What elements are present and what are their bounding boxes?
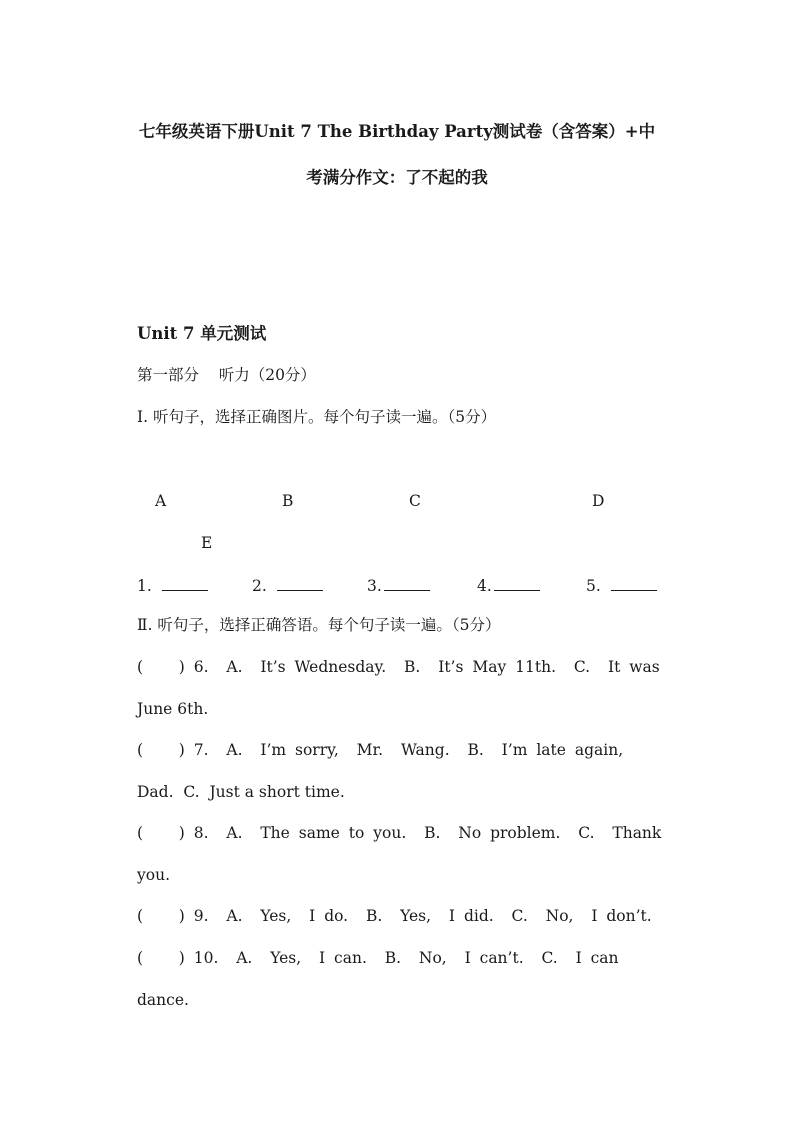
document-title-line2: 考满分作文：了不起的我 (306, 168, 488, 187)
blank-line (611, 576, 657, 591)
question-10-line2: dance. (137, 991, 189, 1009)
answer-blank-3 (367, 576, 430, 595)
section-two-instruction: Ⅱ. 听句子，选择正确答语。每个句子读一遍。（5分） (137, 616, 501, 634)
blank-line (494, 576, 540, 591)
document-title-line1: 七年级英语下册Unit 7 The Birthday Party测试卷（含答案）+中 (138, 122, 656, 141)
answer-blank-number: 4. (477, 577, 492, 595)
answer-blank-1 (137, 576, 208, 595)
question-10-line1: ( ) 10. A. Yes, I can. B. No, I can’t. C. I can (137, 949, 619, 967)
answer-blank-number: 3. (367, 577, 382, 595)
picture-option-c: C (409, 492, 421, 510)
question-7-line2: Dad. C. Just a short time. (137, 783, 345, 801)
unit-heading: Unit 7 单元测试 (137, 324, 267, 343)
answer-blank-number: 1. (137, 577, 152, 595)
blank-line (384, 576, 430, 591)
question-9-line1: ( ) 9. A. Yes, I do. B. Yes, I did. C. No, I don’t. (137, 907, 652, 925)
question-6-line1: ( ) 6. A. It’s Wednesday. B. It’s May 11th. C. It was (137, 658, 660, 676)
picture-option-a: A (155, 492, 167, 510)
picture-option-b: B (282, 492, 294, 510)
question-6-line2: June 6th. (137, 700, 209, 718)
part-one-heading: 第一部分 听力（20分） (137, 366, 316, 384)
question-7-line1: ( ) 7. A. I’m sorry, Mr. Wang. B. I’m late again, (137, 741, 624, 759)
blank-line (277, 576, 323, 591)
blank-line (162, 576, 208, 591)
section-one-instruction: Ⅰ. 听句子，选择正确图片。每个句子读一遍。（5分） (137, 408, 497, 426)
answer-blank-number: 5. (586, 577, 601, 595)
answer-blank-2 (252, 576, 323, 595)
answer-blank-number: 2. (252, 577, 267, 595)
answer-blank-4 (477, 576, 540, 595)
picture-option-d: D (592, 492, 605, 510)
question-8-line1: ( ) 8. A. The same to you. B. No problem. C. Thank (137, 824, 662, 842)
answer-blank-5 (586, 576, 657, 595)
question-8-line2: you. (137, 866, 170, 884)
picture-option-e: E (201, 534, 213, 552)
